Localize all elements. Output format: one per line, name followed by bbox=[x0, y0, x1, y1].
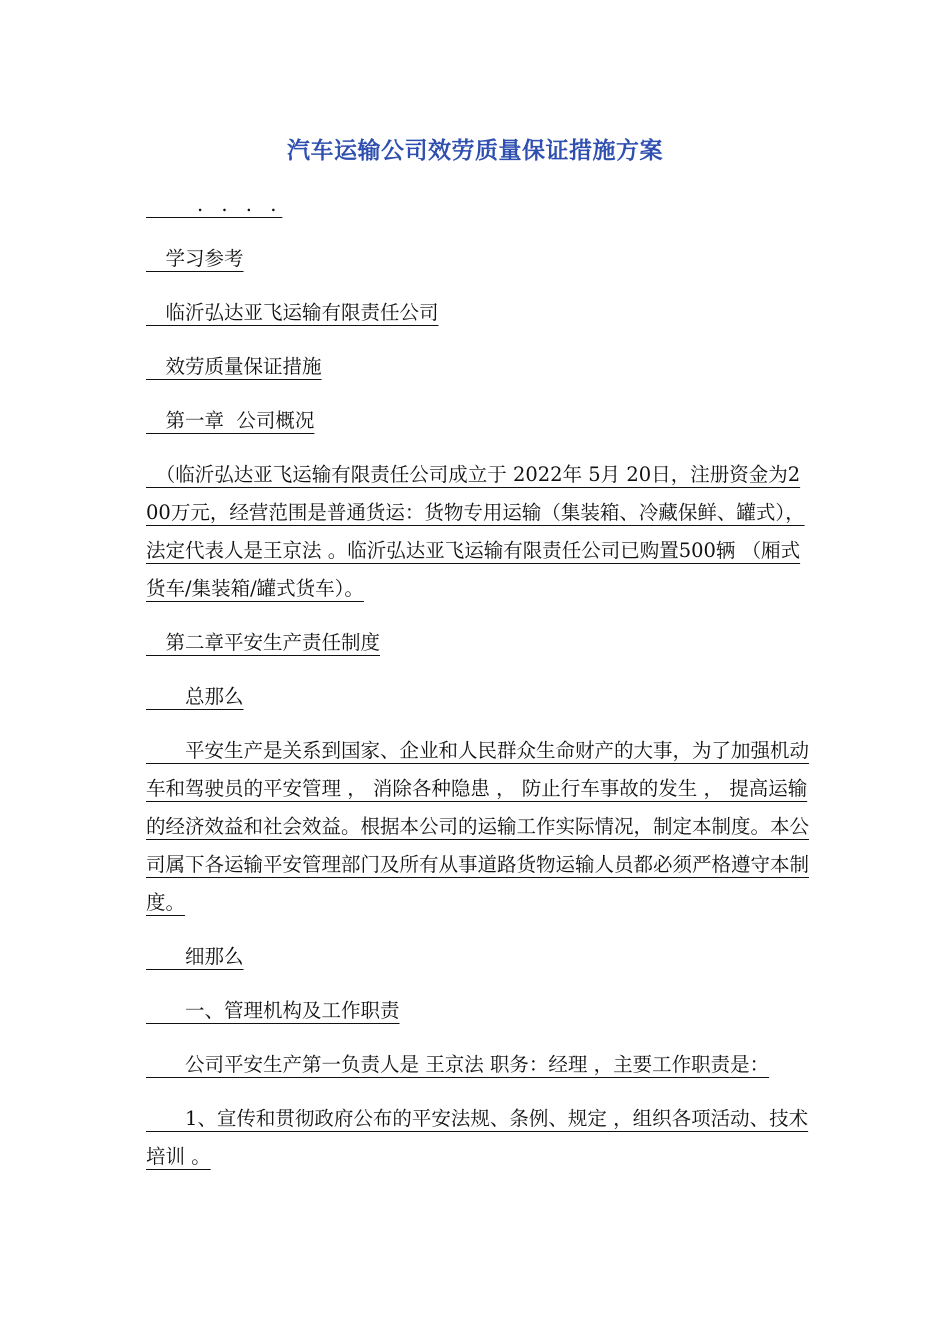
heading-general-rules: 总那么 bbox=[146, 685, 244, 708]
paragraph-doc-subtitle: 效劳质量保证措施 bbox=[146, 355, 322, 378]
document-title: 汽车运输公司效劳质量保证措施方案 bbox=[287, 138, 663, 164]
paragraph-dots: . . . . bbox=[146, 193, 283, 216]
paragraph-safety-production: 平安生产是关系到国家、企业和人民群众生命财产的大事，为了加强机动车和驾驶员的平安管理 ， 消除各种隐患 ， 防止行车事故的发生 ， 提高运输的经济效益和社会效益。根据本公司的运输工作实际情况，制定本制度。本公司属下各运输平安管理部门及所有从事道路货物运输人员都必须严格遵守本制度。 bbox=[146, 739, 810, 914]
paragraph-company-name: 临沂弘达亚飞运输有限责任公司 bbox=[146, 301, 439, 324]
paragraph-duty-1: 1、宣传和贯彻政府公布的平安法规、条例、规定 ，组织各项活动、技术培训 。 bbox=[146, 1107, 809, 1168]
paragraph-company-overview: （临沂弘达亚飞运输有限责任公司成立于 2022年 5月 20日，注册资金为200万元，经营范围是普通货运：货物专用运输（集装箱、冷藏保鲜、罐式），法定代表人是王京法 。临沂弘达亚飞运输有限责任公司已购置500辆 （厢式货车/集装箱/罐式货车）。 bbox=[146, 463, 805, 600]
heading-chapter-2: 第二章平安生产责任制度 bbox=[146, 631, 381, 654]
paragraph-study-reference: 学习参考 bbox=[146, 247, 244, 270]
heading-detailed-rules: 细那么 bbox=[146, 945, 244, 968]
heading-management-section: 一、管理机构及工作职责 bbox=[146, 999, 400, 1022]
paragraph-responsible-person: 公司平安生产第一负责人是 王京法 职务：经理 ，主要工作职责是： bbox=[146, 1053, 770, 1076]
document-body bbox=[146, 186, 810, 1192]
heading-chapter-1: 第一章 公司概况 bbox=[146, 409, 315, 432]
